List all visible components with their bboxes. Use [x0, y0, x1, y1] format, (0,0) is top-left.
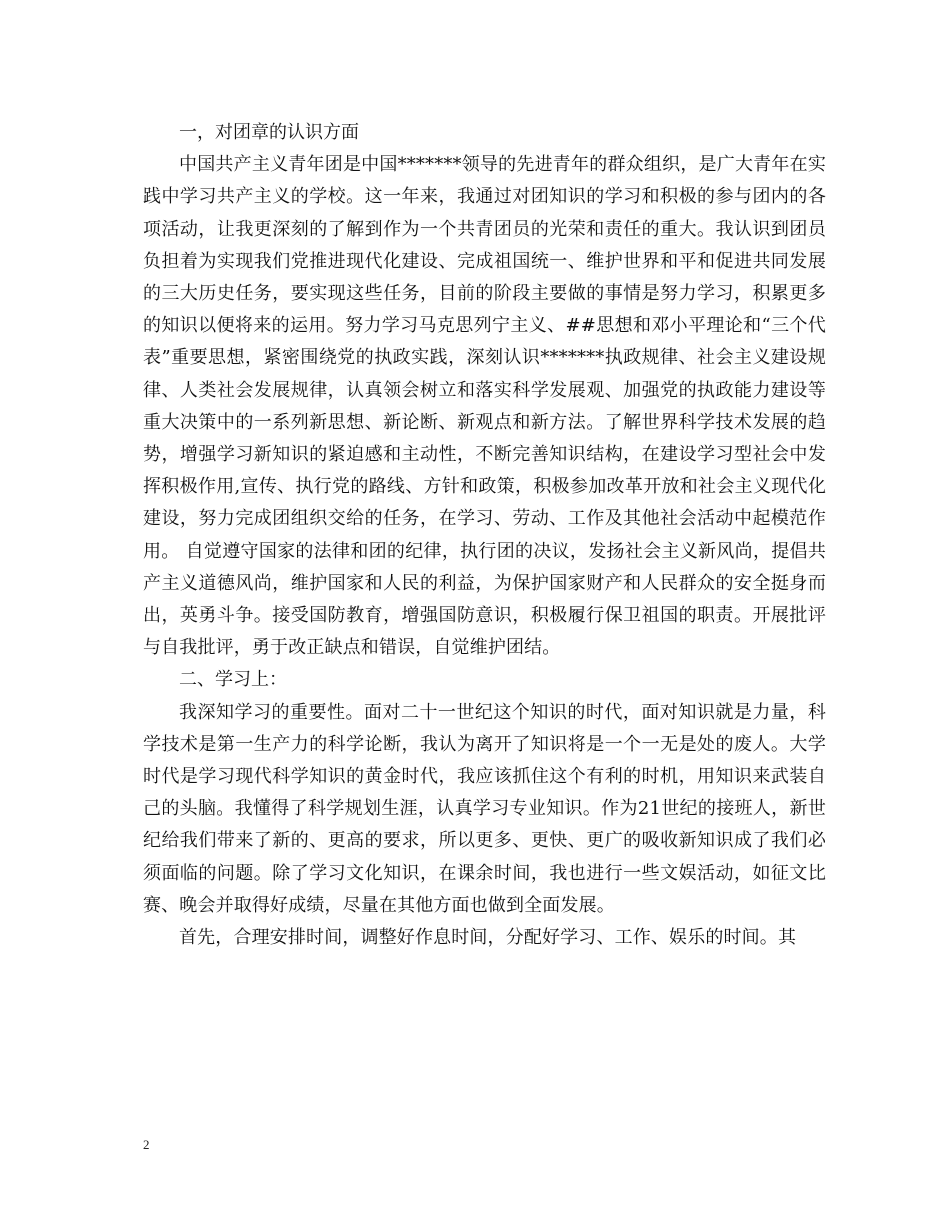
section-1-paragraph-1: 中国共产主义青年团是中国*******领导的先进青年的群众组织，是广大青年在实践中学习共产主义的学校。这一年来，我通过对团知识的学习和积极的参与团内的各项活动，让我更深刻的了解到作为一个共青团员的光荣和责任的重大。我认识到团员负担着为实现我们党推进现代化建设、完成祖国统一、维护世界和平和促进共同发展的三大历史任务，要实现这些任务，目前的阶段主要做的事情是努力学习，积累更多的知识以便将来的运用。努力学习马克思列宁主义、##思想和邓小平理论和“三个代表”重要思想，紧密围绕党的执政实践，深刻认识*******执政规律、社会主义建设规律、人类社会发展规律，认真领会树立和落实科学发展观、加强党的执政能力建设等重大决策中的一系列新思想、新论断、新观点和新方法。了解世界科学技术发展的趋势，增强学习新知识的紧迫感和主动性，不断完善知识结构，在建设学习型社会中发挥积极作用,宣传、执行党的路线、方针和政策，积极参加改革开放和社会主义现代化建设，努力完成团组织交给的任务，在学习、劳动、工作及其他社会活动中起模范作用。 自觉遵守国家的法律和团的纪律，执行团的决议，发扬社会主义新风尚，提倡共产主义道德风尚，维护国家和人民的利益，为保护国家财产和人民群众的安全挺身而出，英勇斗争。接受国防教育，增强国防意识，积极履行保卫祖国的职责。开展批评与自我批评，勇于改正缺点和错误，自觉维护团结。: [143, 154, 826, 659]
page-number: 2: [143, 1137, 150, 1152]
section-2-paragraph-2: 首先，合理安排时间，调整好作息时间，分配好学习、工作、娱乐的时间。其: [179, 927, 797, 949]
section-2-paragraph-1: 我深知学习的重要性。面对二十一世纪这个知识的时代，面对知识就是力量，科学技术是第一生产力的科学论断，我认为离开了知识将是一个一无是处的废人。大学时代是学习现代科学知识的黄金时代，我应该抓住这个有利的时机，用知识来武装自己的头脑。我懂得了科学规划生涯，认真学习专业知识。作为21世纪的接班人，新世纪给我们带来了新的、更高的要求，所以更多、更快、更广的吸收新知识成了我们必须面临的问题。除了学习文化知识，在课余时间，我也进行一些文娱活动，如征文比赛、晚会并取得好成绩，尽量在其他方面也做到全面发展。: [143, 701, 826, 916]
section-heading-1: 一，对团章的认识方面: [179, 122, 359, 143]
section-heading-2: 二、学习上：: [179, 669, 287, 691]
document-body: [143, 117, 826, 954]
